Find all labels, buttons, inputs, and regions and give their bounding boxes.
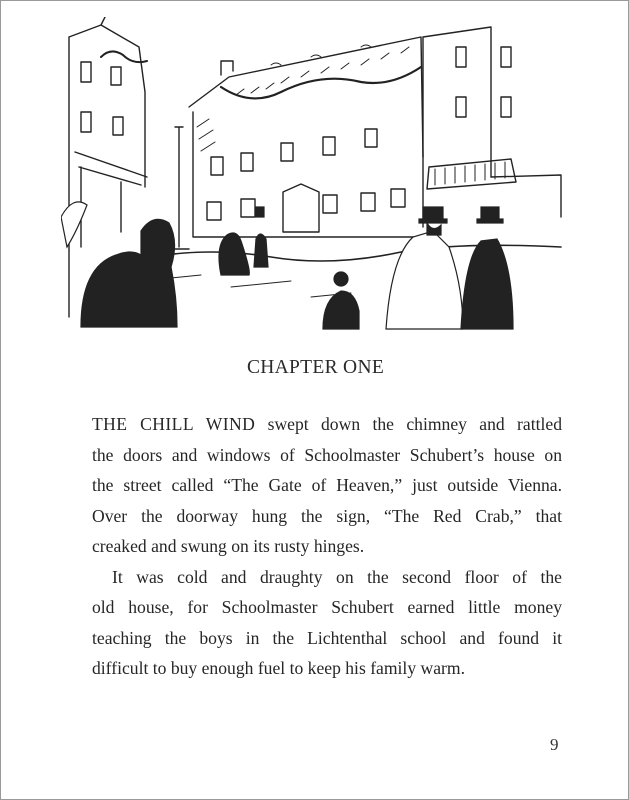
paragraph-2-line-3: teaching the boys in the Lichtenthal school and found it [92, 627, 562, 648]
paragraph-1-line-4: Over the doorway hung the sign, “The Red Crab,” that [92, 505, 562, 526]
winter-street-scene-illustration [61, 17, 569, 335]
paragraph-1-line-1-text: swept down the chimney and rattled [255, 414, 562, 434]
paragraph-2-line-4: difficult to buy enough fuel to keep his family warm. [92, 658, 465, 678]
paragraph-1-line-1 [92, 409, 562, 440]
paragraph-1-line-3: the street called “The Gate of Heaven,” just outside Vienna. [92, 475, 562, 495]
page-number: 9 [550, 735, 559, 754]
paragraph-2-line-2: old house, for Schoolmaster Schubert earned little money [92, 597, 562, 617]
paragraph-1-lead: THE CHILL WIND [92, 414, 256, 434]
paragraph-1-line-2: the doors and windows of Schoolmaster Schubert’s house on [92, 444, 562, 465]
chapter-title: CHAPTER ONE [246, 357, 385, 378]
paragraph-2-line-1: It was cold and draughty on the second floor of the [112, 566, 562, 587]
paragraph-1-line-5: creaked and swung on its rusty hinges. [92, 536, 365, 556]
chapter-body [92, 409, 562, 684]
